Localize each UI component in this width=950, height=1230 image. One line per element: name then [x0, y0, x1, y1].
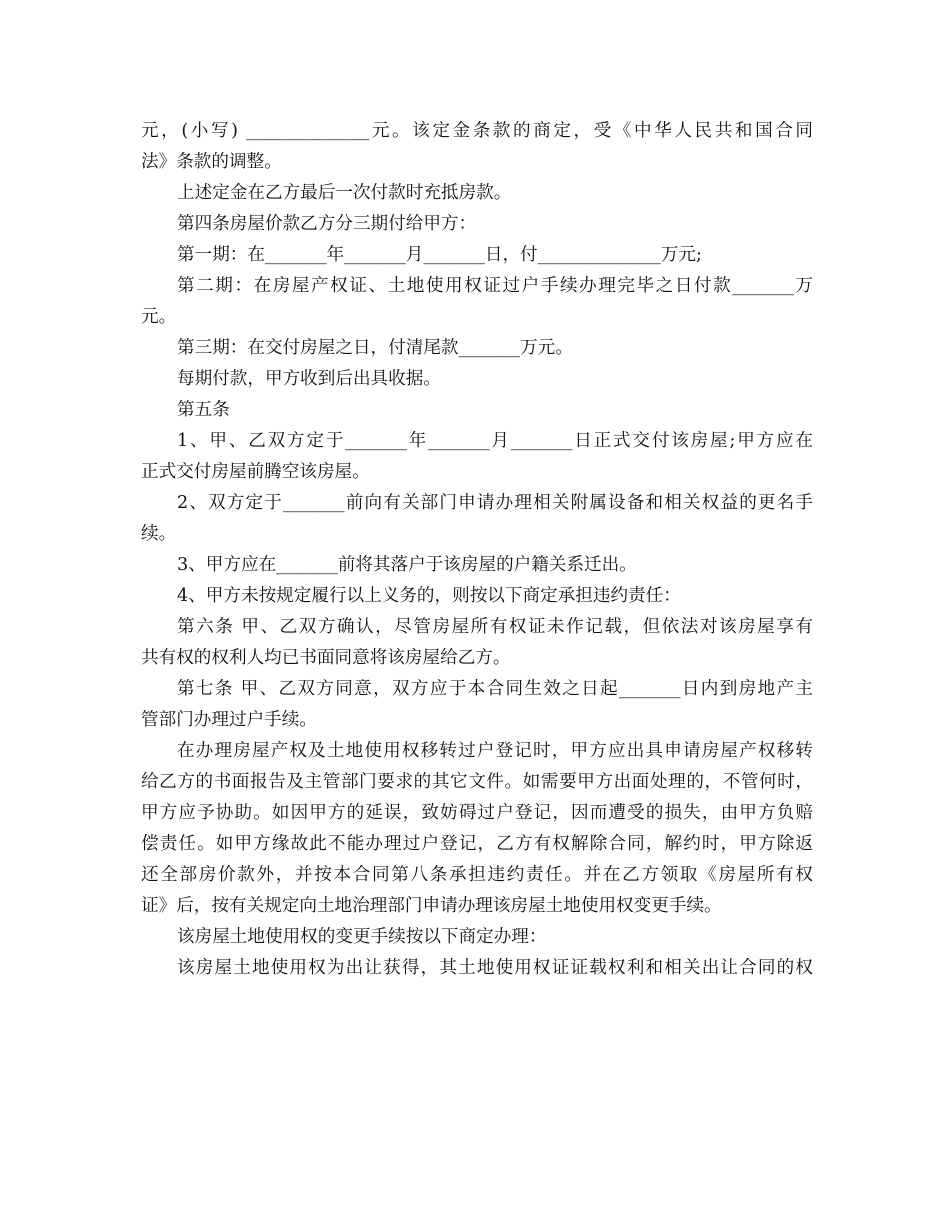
contract-text-line: 甲方应予协助。如因甲方的延误，致妨碍过户登记，因而遭受的损失，由甲方负赔 [141, 803, 813, 823]
contract-text-line: 元。 [141, 307, 177, 327]
contract-text-line: 1、甲、乙双方定于_______年_______月_______日正式交付该房屋;甲方应在 [177, 431, 813, 451]
contract-text-line: 第一期：在_______年_______月_______日，付______________万元; [177, 245, 702, 265]
contract-text-line: 上述定金在乙方最后一次付款时充抵房款。 [177, 183, 512, 203]
contract-text-line: 3、甲方应在_______前将其落户于该房屋的户籍关系迁出。 [177, 555, 637, 575]
contract-text-line: 续。 [141, 524, 177, 544]
contract-text-line: 该房屋土地使用权的变更手续按以下商定办理： [177, 927, 547, 947]
contract-text-line: 正式交付房屋前腾空该房屋。 [141, 462, 370, 482]
contract-text-line: 第四条房屋价款乙方分三期付给甲方： [177, 214, 477, 234]
contract-text-line: 共有权的权利人均已书面同意将该房屋给乙方。 [141, 648, 511, 668]
contract-text-line: 第七条 甲、乙双方同意，双方应于本合同生效之日起_______日内到房地产主 [177, 679, 813, 699]
contract-text-line: 第三期：在交付房屋之日，付清尾款_______万元。 [177, 338, 573, 358]
contract-text-line: 法》条款的调整。 [141, 152, 282, 172]
contract-text-line: 还全部房价款外，并按本合同第八条承担违约责任。并在乙方领取《房屋所有权 [141, 865, 813, 885]
contract-text-line: 2、双方定于_______前向有关部门申请办理相关附属设备和相关权益的更名手 [177, 493, 813, 513]
contract-page [141, 116, 813, 984]
contract-text-line: 第六条 甲、乙双方确认，尽管房屋所有权证未作记载，但依法对该房屋享有 [177, 617, 813, 637]
contract-text-line: 元，(小写) ______________元。该定金条款的商定，受《中华人民共和国合同 [141, 121, 813, 141]
contract-text-line: 管部门办理过户手续。 [141, 710, 317, 730]
contract-text-line: 4、甲方未按规定履行以上义务的，则按以下商定承担违约责任： [177, 586, 681, 606]
contract-text-line: 给乙方的书面报告及主管部门要求的其它文件。如需要甲方出面处理的，不管何时， [141, 772, 813, 792]
contract-text-line: 第五条 [177, 400, 230, 420]
contract-text-line: 第二期：在房屋产权证、土地使用权证过户手续办理完毕之日付款_______万 [177, 276, 813, 296]
contract-text-line: 偿责任。如甲方缘故此不能办理过户登记，乙方有权解除合同，解约时，甲方除返 [141, 834, 813, 854]
contract-text-line: 在办理房屋产权及土地使用权移转过户登记时，甲方应出具申请房屋产权移转 [177, 741, 813, 761]
contract-text-line: 每期付款，甲方收到后出具收据。 [177, 369, 441, 389]
contract-text-line: 该房屋土地使用权为出让获得，其土地使用权证证载权利和相关出让合同的权 [177, 958, 813, 978]
contract-text-line: 证》后，按有关规定向土地治理部门申请办理该房屋土地使用权变更手续。 [141, 896, 722, 916]
